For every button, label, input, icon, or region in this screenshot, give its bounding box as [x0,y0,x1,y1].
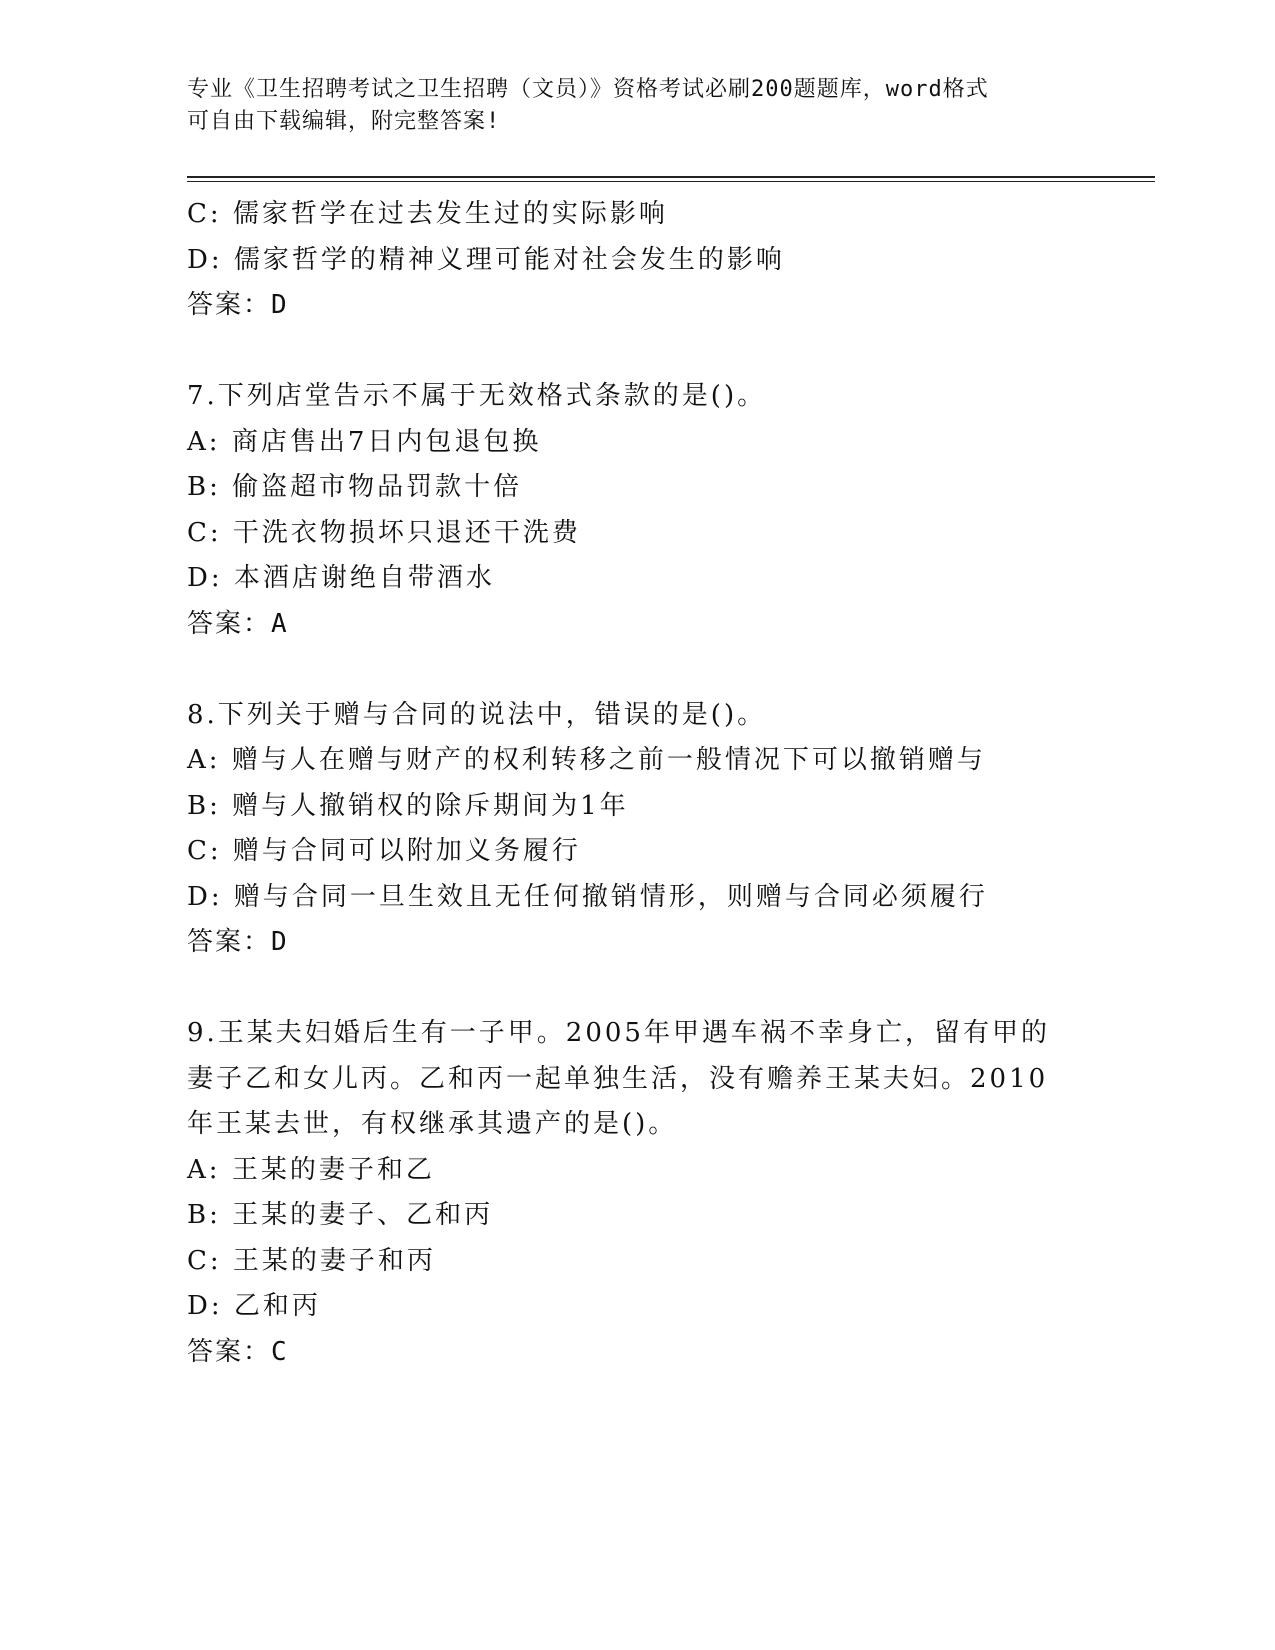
option-a: A: 商店售出7日内包退包换 [187,426,542,457]
option-c: C: 赠与合同可以附加义务履行 [187,836,581,866]
answer-line: 答案：D [187,290,289,320]
document-header [187,74,1087,138]
option-b: B: 王某的妻子、乙和丙 [187,1200,494,1230]
option-d: D: 儒家哲学的精神义理可能对社会发生的影响 [187,244,785,275]
header-divider-thin [187,181,1155,182]
option-b: B: 偷盗超市物品罚款十倍 [187,472,523,502]
question-content [187,192,1087,1375]
question-7 [187,374,1087,647]
prev-question [187,192,1087,329]
question-stem: 8.下列关于赠与合同的说法中，错误的是()。 [187,699,767,730]
question-8 [187,693,1087,966]
option-d: D: 赠与合同一旦生效且无任何撤销情形，则赠与合同必须履行 [187,881,988,912]
header-line-1: 专业《卫生招聘考试之卫生招聘（文员）》资格考试必刷200题题库，word格式 [187,77,989,102]
option-c: C: 儒家哲学在过去发生过的实际影响 [187,199,668,229]
option-b: B: 赠与人撤销权的除斥期间为1年 [187,790,629,821]
header-divider-thick [187,176,1155,178]
spacer [187,329,1087,375]
option-a: A: 赠与人在赠与财产的权利转移之前一般情况下可以撤销赠与 [187,745,986,775]
option-d: D: 乙和丙 [187,1291,321,1321]
spacer [187,966,1087,1012]
answer-line: 答案：A [187,608,289,639]
question-stem: 9.王某夫妇婚后生有一子甲。2005年甲遇车祸不幸身亡，留有甲的妻子乙和女儿丙。乙和丙一起单独生活，没有赡养王某夫妇。2010年王某去世，有权继承其遗产的是()。 [187,1018,1050,1139]
option-c: C: 干洗衣物损坏只退还干洗费 [187,517,581,548]
answer-line: 答案：D [187,927,289,957]
spacer [187,647,1087,693]
option-a: A: 王某的妻子和乙 [187,1154,435,1185]
option-c: C: 王某的妻子和丙 [187,1245,436,1276]
option-d: D: 本酒店谢绝自带酒水 [187,563,495,593]
answer-line: 答案：C [187,1336,289,1367]
question-9 [187,1011,1087,1375]
question-stem: 7.下列店堂告示不属于无效格式条款的是()。 [187,381,767,411]
header-line-2: 可自由下载编辑，附完整答案! [187,109,501,134]
